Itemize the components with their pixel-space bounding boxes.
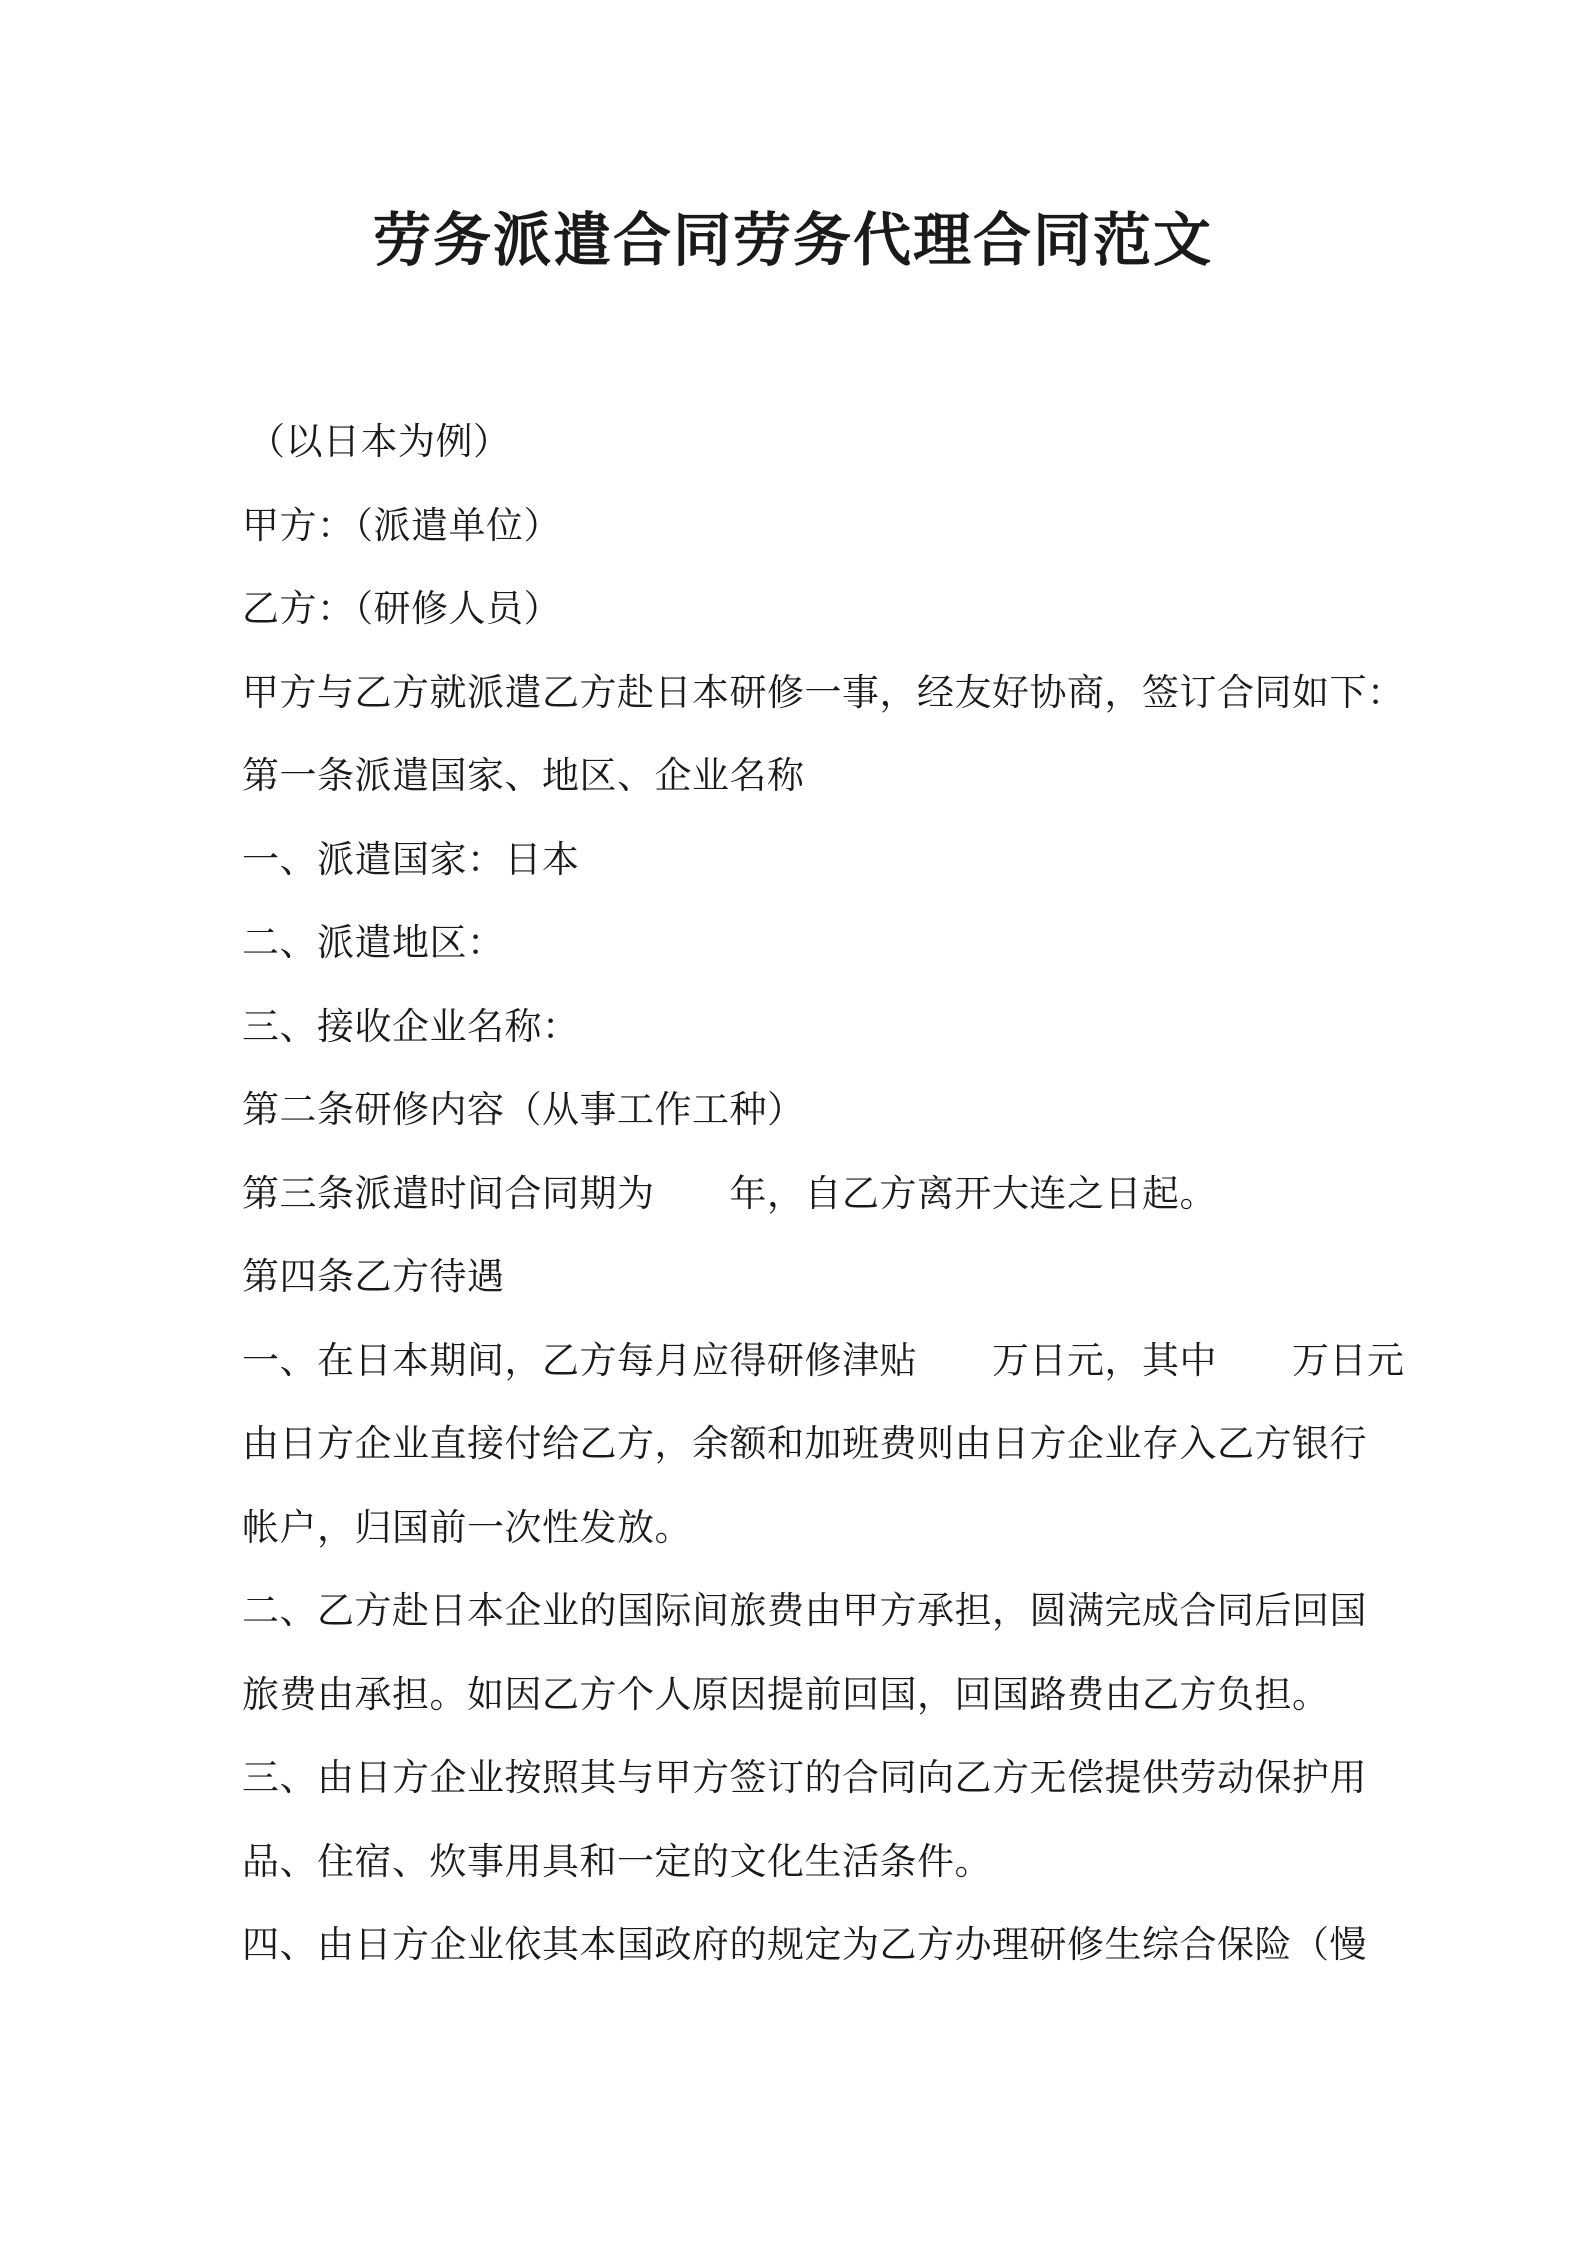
paragraph-line: 由日方企业直接付给乙方，余额和加班费则由日方企业存入乙方银行 bbox=[242, 1422, 1367, 1465]
paragraph-line: 第三条派遣时间合同期为 年，自乙方离开大连之日起。 bbox=[242, 1171, 1217, 1215]
paragraph-line: 旅费由承担。如因乙方个人原因提前回国，回国路费由乙方负担。 bbox=[242, 1672, 1330, 1716]
paragraph-line: 甲方与乙方就派遣乙方赴日本研修一事，经友好协商，签订合同如下： bbox=[242, 670, 1405, 714]
paragraph-line: 帐户，归国前一次性发放。 bbox=[242, 1505, 692, 1549]
paragraph-line: 第一条派遣国家、地区、企业名称 bbox=[242, 754, 805, 797]
paragraph-line: 甲方：（派遣单位） bbox=[242, 503, 561, 547]
paragraph-line: （以日本为例） bbox=[248, 420, 511, 463]
paragraph-line: 第四条乙方待遇 bbox=[242, 1255, 505, 1298]
paragraph-line: 一、在日本期间，乙方每月应得研修津贴 万日元，其中 万日元 bbox=[242, 1338, 1405, 1382]
paragraph-line: 一、派遣国家：日本 bbox=[242, 837, 580, 881]
paragraph-line: 第二条研修内容（从事工作工种） bbox=[242, 1088, 805, 1131]
paragraph-line: 二、乙方赴日本企业的国际间旅费由甲方承担，圆满完成合同后回国 bbox=[242, 1589, 1367, 1632]
paragraph-line: 二、派遣地区： bbox=[242, 921, 505, 964]
paragraph-line: 三、接收企业名称： bbox=[242, 1004, 580, 1048]
paragraph-line: 乙方：（研修人员） bbox=[242, 587, 561, 630]
document-title: 劳务派遣合同劳务代理合同范文 bbox=[372, 206, 1213, 274]
document-body bbox=[242, 400, 1405, 1987]
paragraph-line: 四、由日方企业依其本国政府的规定为乙方办理研修生综合保险（慢 bbox=[242, 1923, 1367, 1966]
paragraph-line: 品、住宿、炊事用具和一定的文化生活条件。 bbox=[242, 1839, 992, 1883]
paragraph-line: 三、由日方企业按照其与甲方签订的合同向乙方无偿提供劳动保护用 bbox=[242, 1756, 1367, 1799]
